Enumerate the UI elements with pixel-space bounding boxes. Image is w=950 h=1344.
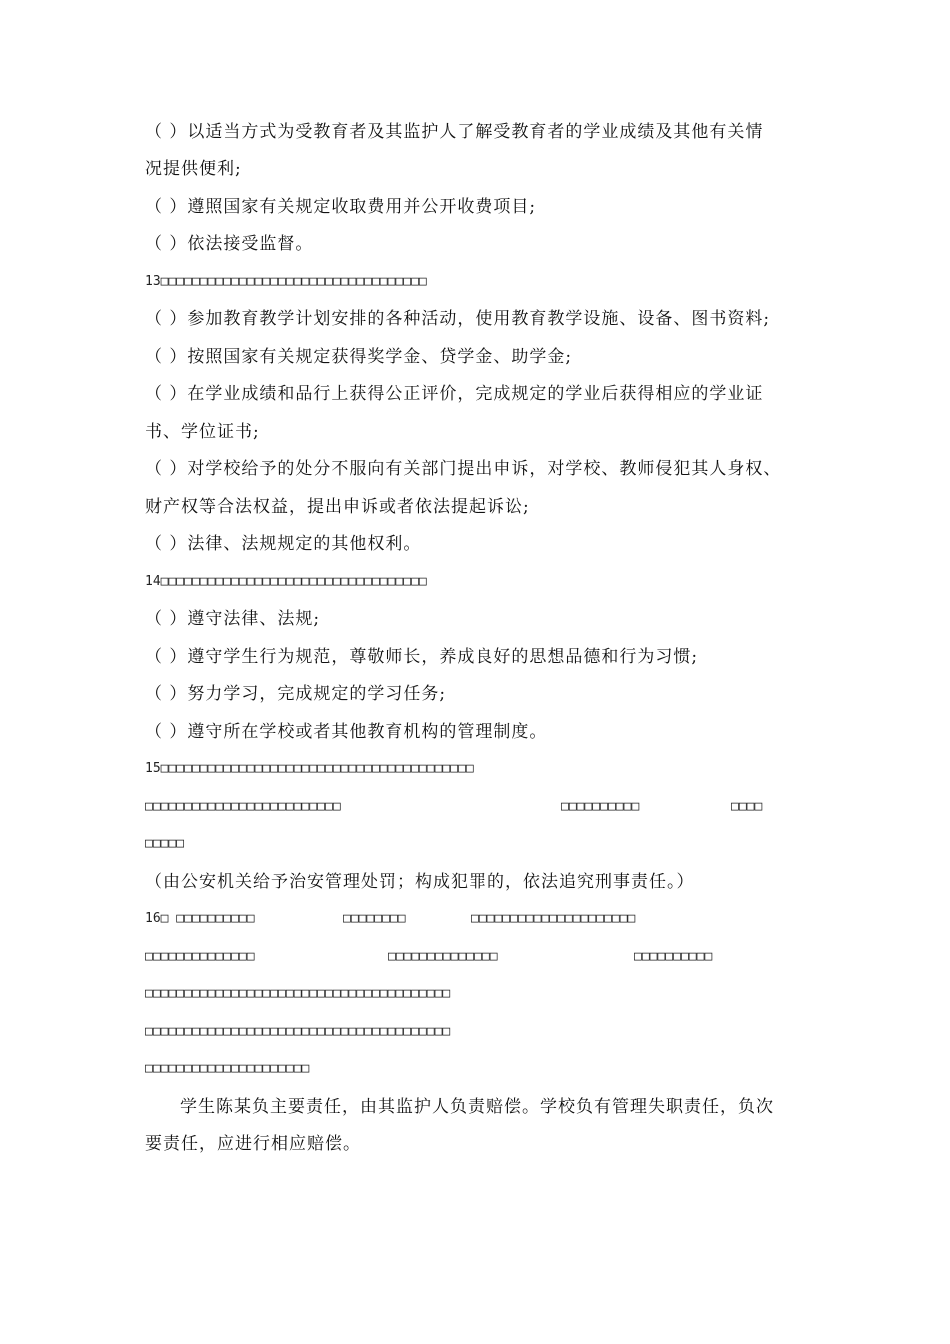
- garbled-segment: □□□□□□□□□□: [634, 949, 713, 964]
- text-line-20: （由公安机关给予治安管理处罚；构成犯罪的，依法追究刑事责任。）: [145, 872, 695, 892]
- text-line-16: （ ）努力学习，完成规定的学习任务;: [145, 684, 447, 704]
- garbled-segment: □□□□□□□□□□: [561, 799, 640, 814]
- garbled-line-19: □□□□□: [145, 836, 185, 851]
- text-line-8: （ ）在学业成绩和品行上获得公正评价，完成规定的学业后获得相应的学业证: [145, 384, 764, 404]
- text-line-4: （ ）依法接受监督。: [145, 234, 314, 254]
- garbled-segment: □□□□□□□□: [343, 911, 406, 926]
- text-line-15: （ ）遵守学生行为规范，尊敬师长，养成良好的思想品德和行为习惯;: [145, 647, 699, 667]
- text-line-12: （ ）法律、法规规定的其他权利。: [145, 534, 422, 554]
- text-line-3: （ ）遵照国家有关规定收取费用并公开收费项目;: [145, 197, 537, 217]
- text-line-17: （ ）遵守所在学校或者其他教育机构的管理制度。: [145, 722, 548, 742]
- garbled-line-24: □□□□□□□□□□□□□□□□□□□□□□□□□□□□□□□□□□□□□□□: [145, 1024, 451, 1039]
- text-line-1: （ ）以适当方式为受教育者及其监护人了解受教育者的学业成绩及其他有关情: [145, 122, 764, 142]
- text-line-10: （ ）对学校给予的处分不服向有关部门提出申诉，对学校、教师侵犯其人身权、: [145, 459, 782, 479]
- garbled-segment: □□□□□□□□□□□□□□: [388, 949, 498, 964]
- garbled-segment: 16□ □□□□□□□□□□: [145, 911, 255, 926]
- text-line-9: 书、学位证书;: [145, 422, 260, 442]
- text-line-7: （ ）按照国家有关规定获得奖学金、贷学金、助学金;: [145, 347, 573, 367]
- garbled-heading-14: 14□□□□□□□□□□□□□□□□□□□□□□□□□□□□□□□□□□: [145, 574, 427, 589]
- garbled-segment: □□□□□□□□□□□□□□□□□□□□□: [471, 911, 636, 926]
- garbled-heading-13: 13□□□□□□□□□□□□□□□□□□□□□□□□□□□□□□□□□□: [145, 274, 427, 289]
- text-line-6: （ ）参加教育教学计划安排的各种活动，使用教育教学设施、设备、图书资料;: [145, 309, 771, 329]
- text-line-final-1: 学生陈某负主要责任，由其监护人负责赔偿。学校负有管理失职责任，负次: [180, 1097, 774, 1117]
- text-line-final-2: 要责任，应进行相应赔偿。: [145, 1134, 361, 1154]
- text-line-2: 况提供便利;: [145, 159, 242, 179]
- garbled-heading-15: 15□□□□□□□□□□□□□□□□□□□□□□□□□□□□□□□□□□□□□□□□: [145, 761, 474, 776]
- garbled-segment: □□□□: [731, 799, 763, 814]
- garbled-line-25: □□□□□□□□□□□□□□□□□□□□□: [145, 1061, 310, 1076]
- garbled-line-23: □□□□□□□□□□□□□□□□□□□□□□□□□□□□□□□□□□□□□□□: [145, 986, 451, 1001]
- text-line-14: （ ）遵守法律、法规;: [145, 609, 321, 629]
- text-line-11: 财产权等合法权益，提出申诉或者依法提起诉讼;: [145, 497, 530, 517]
- garbled-segment: □□□□□□□□□□□□□□: [145, 949, 255, 964]
- garbled-segment: □□□□□□□□□□□□□□□□□□□□□□□□□: [145, 799, 341, 814]
